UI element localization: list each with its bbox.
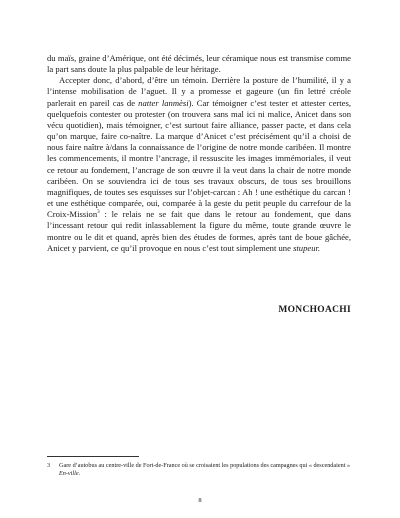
paragraph-1: du maïs, graine d’Amérique, ont été décimés, leur céramique nous est transmise comme la part sans doute la plus palpable de leur héritage.: [47, 53, 351, 75]
footnote: [47, 462, 351, 478]
author-signature: MONCHOACHI: [278, 305, 351, 315]
footnote-text-end: .: [78, 470, 81, 477]
footnote-number: 3: [47, 462, 51, 469]
footnote-text-main: Gare d’autobus au centre-ville de Fort-de-France où se croisaient les populations des campagnes qui « descendaient »: [59, 462, 351, 469]
footnote-divider: [47, 456, 139, 457]
footnote-reference: 3: [97, 210, 100, 216]
footnote-text: [59, 462, 351, 478]
paragraph-2-segment: Accepter donc, d’abord, d’être un témoin. Derrière la posture de l’humilité, il y a l’intense mobilisation de l’aguet. Il y a promesse et gageure (un fin lettré créole parlerait en pareil cas de: [47, 75, 351, 108]
paragraph-2-segment: : le relais ne se fait que dans le retour au fondement, que dans l’incessant retour qui redit inlassablement la figure du même, toute grande œuvre le montre ou le dit et quand, après bien des études de formes, après tant de boue gâchée, Anicet y parvient, ce qu’il provoque en nous c’est tout simplement une: [47, 209, 351, 253]
footnote-text-italic: En-ville: [59, 470, 79, 477]
page-number: 8: [198, 497, 202, 504]
paragraph-2-italic-stupeur: stupeur.: [293, 242, 321, 253]
paragraph-2-segment: ). Car témoigner c’est tester et attester certes, quelquefois contester ou protester (on trouvera sans mal ici ni malice, Anicet dans son vécu quotidien), mais témoigner, c’est surtout faire alliance, passer pacte, et dans cela qu’on marque, faire co-naître. La marque d’Anicet c’est précisément qu’il a choisi de nous faire naître à/dans la connaissance de l’origine de notre monde caribéen. Il montre les commencements, il montre l’ancrage, il ressuscite les images immémoriales, il veut ce retour au fondement, l’ancrage de son œuvre il la veut dans la chair de notre monde caribéen. On se souviendra ici de tous ses travaux obscurs, de tous ses brouillons magnifiques, de toutes ses esquisses sur l’objet-carcan : Ah ! une esthétique du carcan ! et une esthétique comparée, oui, comparée à la geste du petit peuple du carrefour de la Croix-Mission: [47, 97, 351, 220]
paragraph-2-italic-natter: natter lanmèsi: [138, 97, 189, 108]
body-text: [47, 53, 351, 254]
paragraph-2: [47, 75, 351, 254]
